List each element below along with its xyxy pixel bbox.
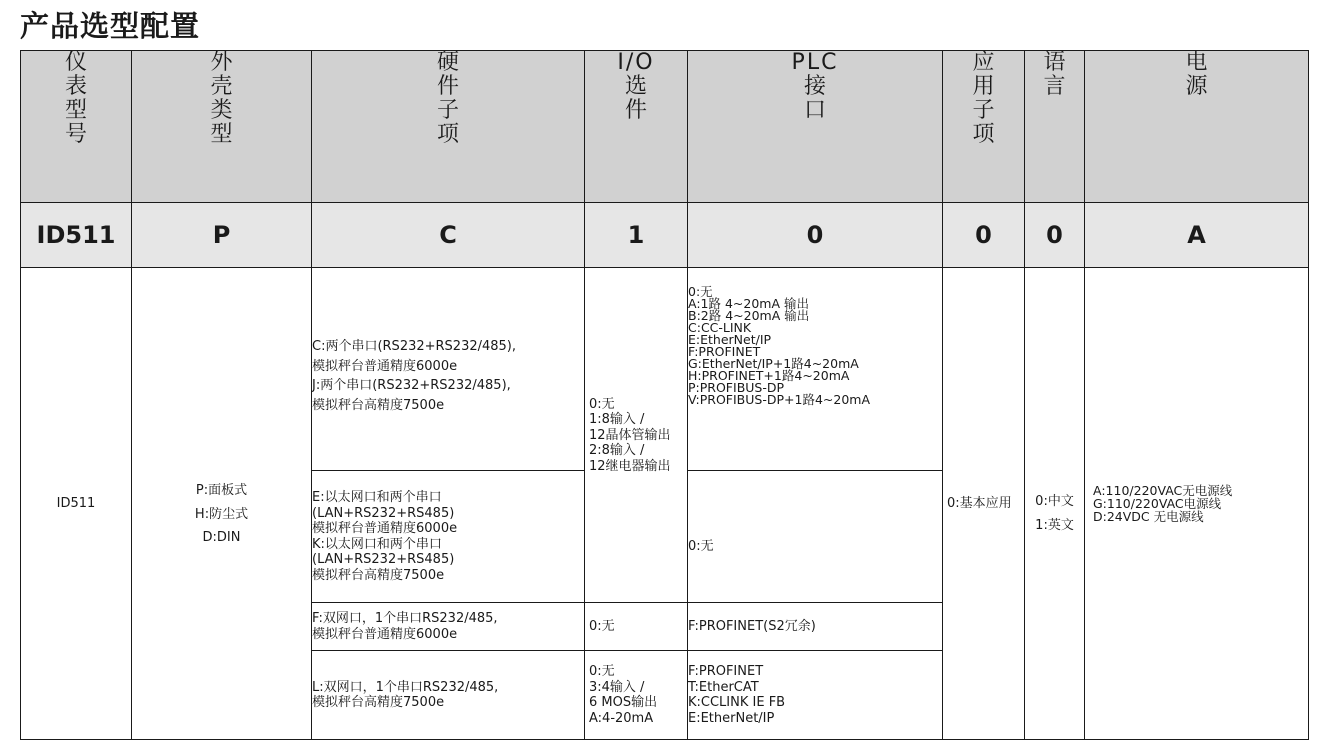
selection-table bbox=[20, 50, 1309, 740]
code-plc: 0 bbox=[688, 203, 943, 268]
page-title: 产品选型配置 bbox=[20, 9, 201, 43]
housing-options: P:面板式 H:防尘式 D:DIN bbox=[132, 268, 312, 740]
plc-cell: 0:无 bbox=[688, 471, 943, 603]
header-hardware: 硬件子项 bbox=[312, 51, 585, 203]
header-power: 电源 bbox=[1085, 51, 1309, 203]
header-plc: PLC 接口 bbox=[688, 51, 943, 203]
model-cell: ID511 bbox=[21, 268, 132, 740]
io-cell: 0:无 1:8输入 / 12晶体管输出 2:8输入 / 12继电器输出 bbox=[585, 268, 688, 603]
hardware-cell: L:双网口，1个串口RS232/485, 模拟秤台高精度7500e bbox=[312, 651, 585, 740]
header-application: 应用子项 bbox=[943, 51, 1025, 203]
plc-cell: F:PROFINET(S2冗余) bbox=[688, 603, 943, 651]
power-options: A:110/220VAC无电源线 G:110/220VAC电源线 D:24VDC 无电源线 bbox=[1085, 268, 1309, 740]
plc-cell: F:PROFINET T:EtherCAT K:CCLINK IE FB E:EtherNet/IP bbox=[688, 651, 943, 740]
code-row bbox=[21, 203, 1309, 268]
code-io: 1 bbox=[585, 203, 688, 268]
header-model: 仪表型号 bbox=[21, 51, 132, 203]
code-power: A bbox=[1085, 203, 1309, 268]
io-cell: 0:无 3:4输入 / 6 MOS输出 A:4-20mA bbox=[585, 651, 688, 740]
hardware-cell: E:以太网口和两个串口 (LAN+RS232+RS485) 模拟秤台普通精度6000e K:以太网口和两个串口 (LAN+RS232+RS485) 模拟秤台高精度7500e bbox=[312, 471, 585, 603]
header-language: 语言 bbox=[1025, 51, 1085, 203]
code-application: 0 bbox=[943, 203, 1025, 268]
header-housing: 外壳类型 bbox=[132, 51, 312, 203]
language-options: 0:中文 1:英文 bbox=[1025, 268, 1085, 740]
code-hardware: C bbox=[312, 203, 585, 268]
code-language: 0 bbox=[1025, 203, 1085, 268]
header-row bbox=[21, 51, 1309, 203]
table-row bbox=[21, 268, 1309, 471]
plc-cell: 0:无 A:1路 4~20mA 输出 B:2路 4~20mA 输出 C:CC-LINK E:EtherNet/IP F:PROFINET G:EtherNet/IP+1路4~20mA H:PROFINET+1路4~20mA P:PROFIBUS-DP V:PROFIBUS-DP+1路4~20mA bbox=[688, 268, 943, 471]
header-io: I/O 选件 bbox=[585, 51, 688, 203]
hardware-cell: C:两个串口(RS232+RS232/485), 模拟秤台普通精度6000e J:两个串口(RS232+RS232/485), 模拟秤台高精度7500e bbox=[312, 268, 585, 471]
code-model: ID511 bbox=[21, 203, 132, 268]
application-cell: 0:基本应用 bbox=[943, 268, 1025, 740]
hardware-cell: F:双网口，1个串口RS232/485, 模拟秤台普通精度6000e bbox=[312, 603, 585, 651]
io-cell: 0:无 bbox=[585, 603, 688, 651]
code-housing: P bbox=[132, 203, 312, 268]
